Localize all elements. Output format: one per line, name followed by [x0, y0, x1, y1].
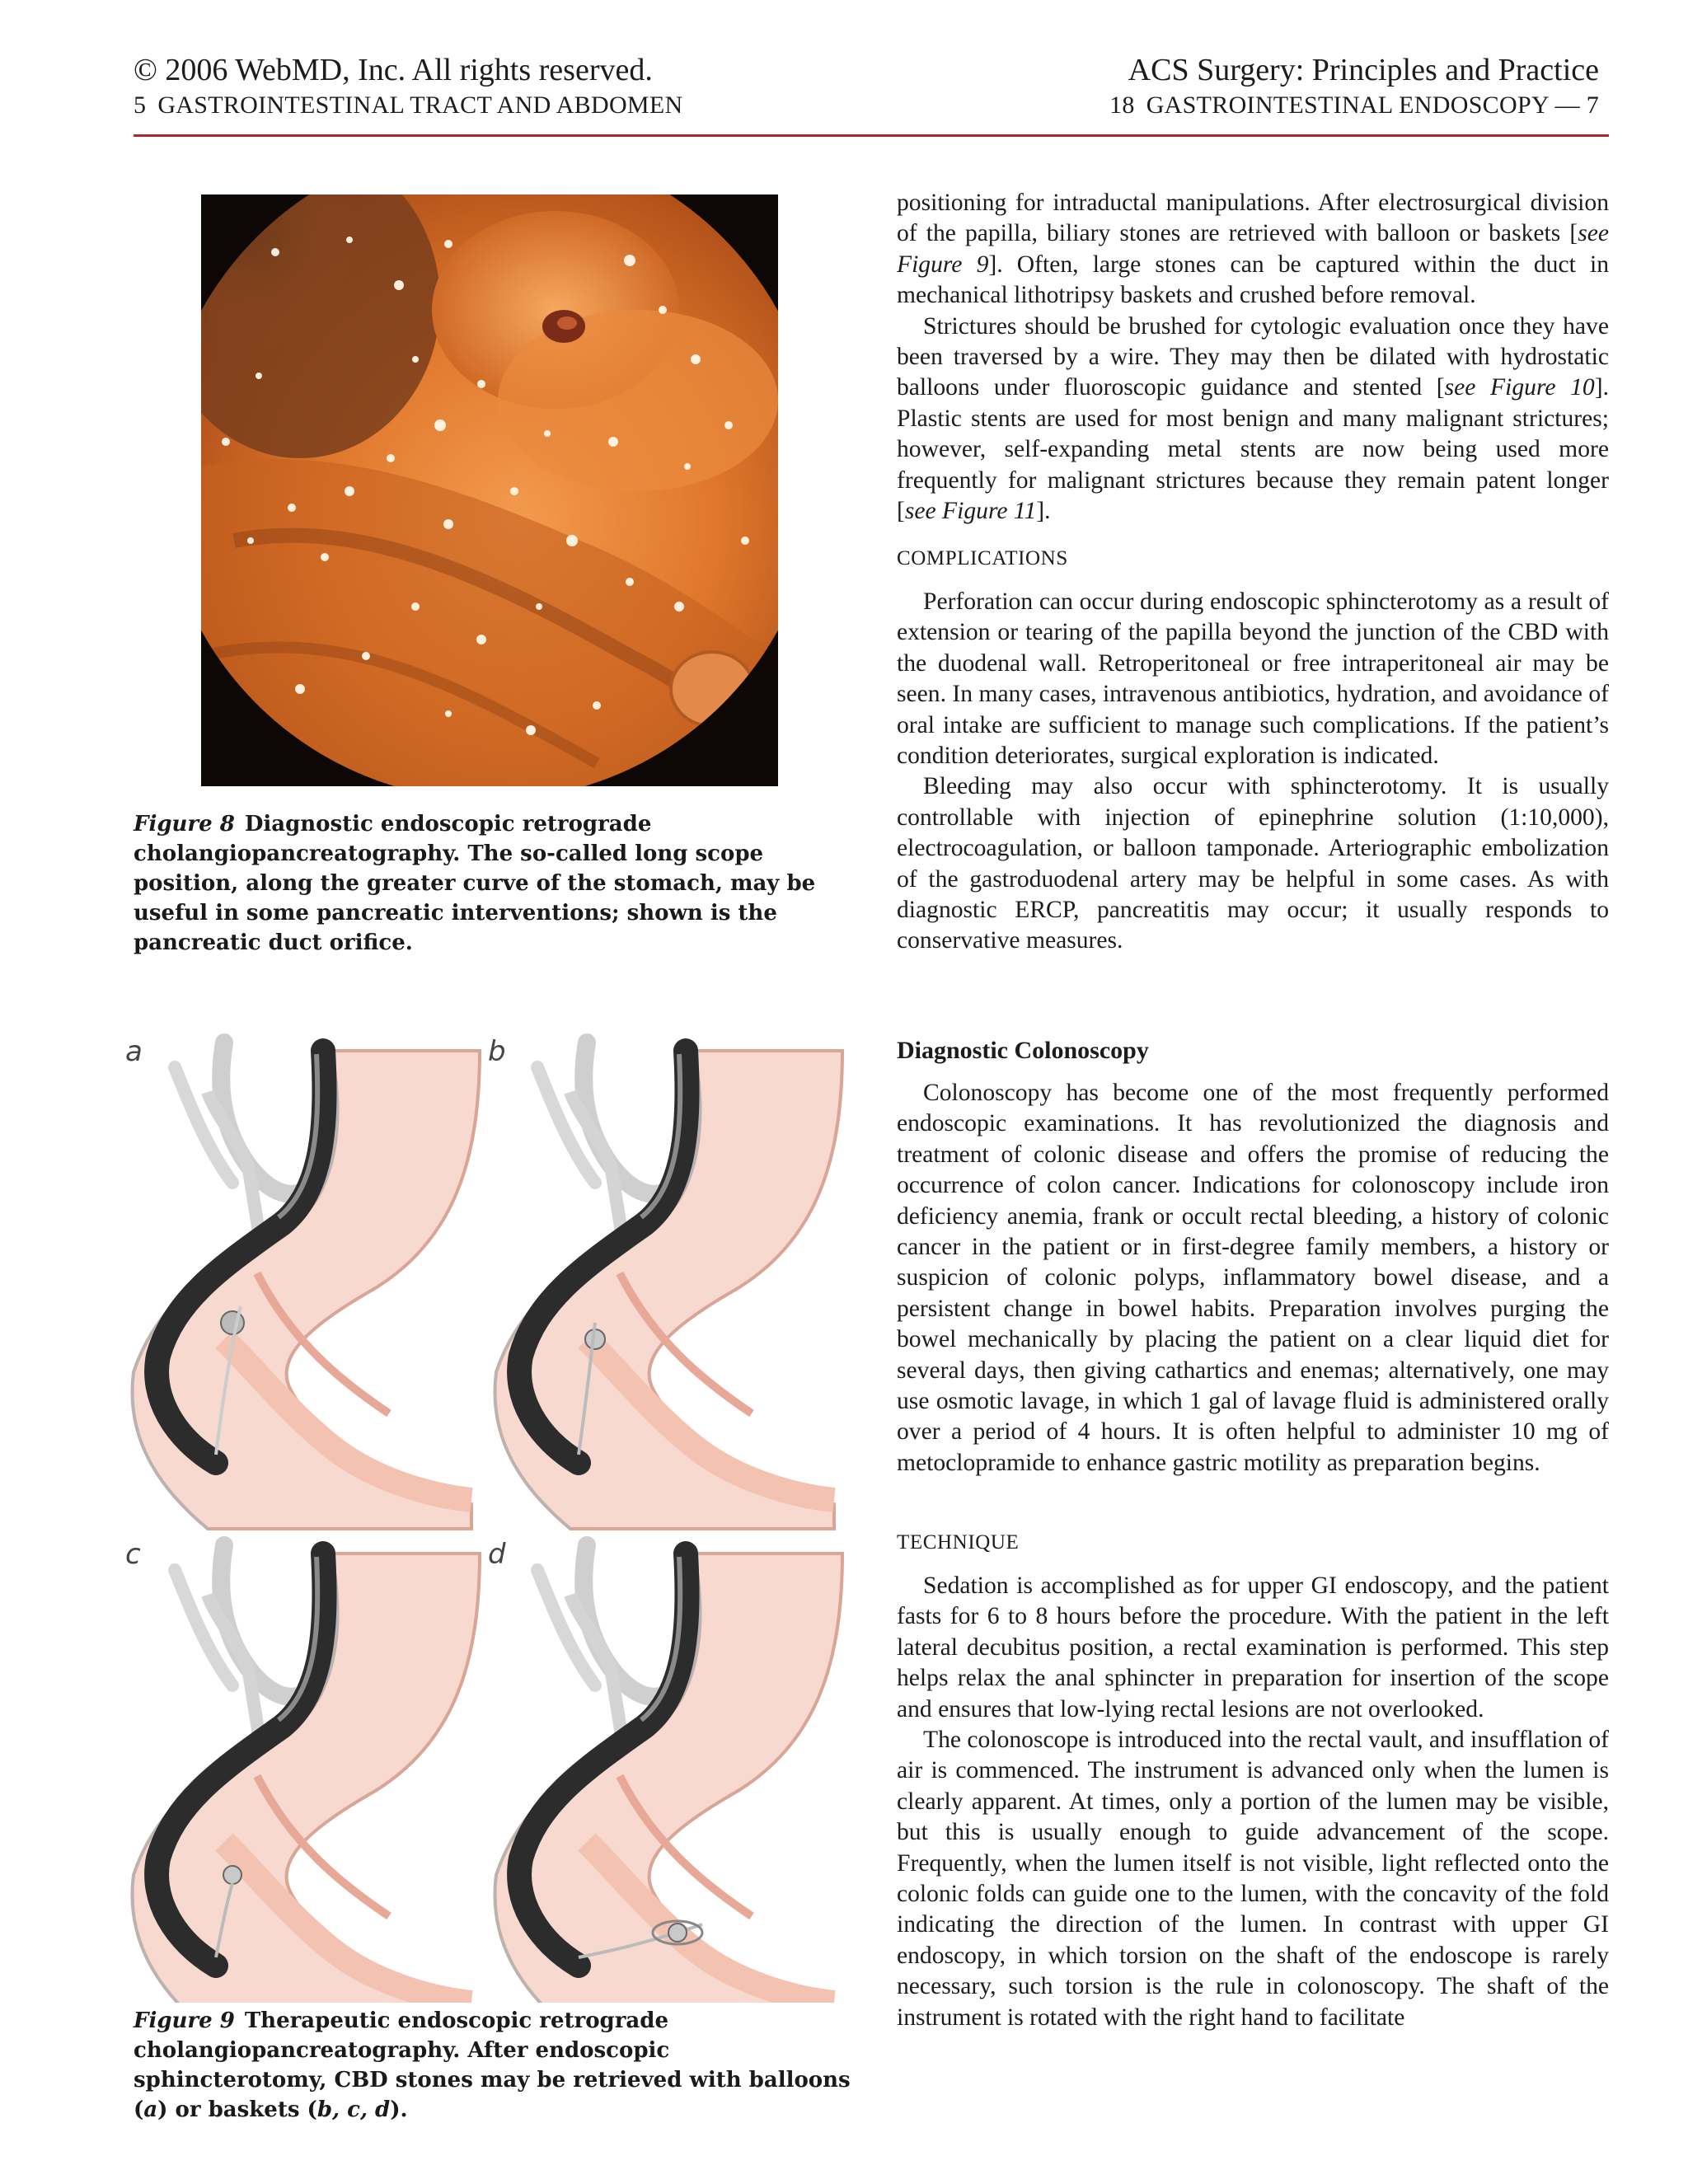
paragraph: Sedation is accomplished as for upper GI endoscopy, and the patient fasts for 6 to 8 hours before the procedure. With the patient in the left lateral decubitus position, a rectal examination is performed. This step helps relax the anal sphincter in preparation for insertion of the scope and ensures that low-lying rectal lesions are not overlooked. — [897, 1572, 1609, 1722]
journal-title: ACS Surgery: Principles and Practice — [1128, 53, 1599, 87]
colonoscopy-text — [897, 1078, 1609, 1479]
header-rule — [134, 134, 1609, 137]
chapter-number: 18 — [1109, 91, 1135, 119]
paragraph: positioning for intraductal manipulations. After electrosurgical division of the papilla, biliary stones are retrieved with balloon or baskets [see Figure 9]. Often, large stones can be captured within the duct in mechanical lithotripsy baskets and crushed before removal. — [897, 190, 1609, 309]
chapter-title: GASTROINTESTINAL ENDOSCOPY — 7 — [1146, 91, 1599, 119]
panel-label-c: c — [125, 1538, 141, 1571]
paragraph: Strictures should be brushed for cytologic evaluation once they have been traversed by a wire. They may then be dilated with hydrostatic balloons under fluoroscopic guidance and stented [see Figure 10]. Plastic stents are used for most benign and many malignant strictures; however, self-expanding metal stents are now being used more frequently for malignant strictures because they remain patent longer [see Figure 11]. — [897, 312, 1609, 525]
figure-9-caption: Figure 9 Therapeutic endoscopic retrograde cholangiopancreatography. After endoscopic sphincterotomy, CBD stones may be retrieved with balloons (a) or baskets (b, c, d). — [134, 2008, 851, 2122]
running-header-right — [1109, 51, 1599, 122]
running-header-left — [134, 51, 682, 122]
paragraph: The colonoscope is introduced into the rectal vault, and insufflation of air is commenced. The instrument is advanced only when the lumen is clearly apparent. At times, only a portion of the lumen may be visible, but this is usually enough to guide advancement of the scope. Frequently, when the lumen itself is not visible, light reflected onto the colonic folds can guide one to the lumen, with the concavity of the fold indicating the direction of the lumen. In contrast with upper GI endoscopy, in which torsion on the shaft of the endoscope is rarely necessary, such torsion is the rule in colonoscopy. The shaft of the instrument is rotated with the right hand to facilitate — [897, 1727, 1609, 2031]
complications-text — [897, 587, 1609, 957]
figure-8-caption-text: Diagnostic endoscopic retrograde cholangiopancreatography. The so-called long scope position, along the greater curve of the stomach, may be useful in some pancreatic interventions; shown is the pancreatic duct orifice. — [134, 812, 816, 955]
figure-8-caption — [134, 809, 859, 958]
figure-9-illustration — [125, 1026, 851, 2003]
panel-label-d: d — [488, 1538, 506, 1571]
paragraph: Perforation can occur during endoscopic sphincterotomy as a result of extension or tearing of the papilla beyond the junction of the CBD with the duodenal wall. Retroperitoneal or free intraperitoneal air may be seen. In many cases, intravenous antibiotics, hydration, and avoidance of oral intake are sufficient to manage such complications. If the patient’s condition deteriorates, surgical exploration is indicated. — [897, 588, 1609, 770]
technique-heading: TECHNIQUE — [897, 1531, 1020, 1554]
section-title: GASTROINTESTINAL TRACT AND ABDOMEN — [157, 91, 683, 119]
panel-label-b: b — [488, 1035, 506, 1068]
chapter-label — [1109, 89, 1599, 122]
body-text-top — [897, 188, 1609, 527]
paragraph: Bleeding may also occur with sphincterotomy. It is usually controllable with injection of epinephrine solution (1:10,000), electrocoagulation, or balloon tamponade. Arteriographic embolization of the gastroduodenal artery may be helpful in some cases. As with diagnostic ERCP, pancreatitis may occur; it usually responds to conservative measures. — [897, 773, 1609, 954]
figure-9-label: Figure 9 — [134, 2008, 235, 2033]
section-heading-diagnostic-colonoscopy: Diagnostic Colonoscopy — [897, 1037, 1149, 1064]
copyright-notice: © 2006 WebMD, Inc. All rights reserved. — [134, 53, 653, 87]
panel-label-a: a — [125, 1035, 143, 1068]
paragraph: Colonoscopy has become one of the most frequently performed endoscopic examinations. It has revolutionized the diagnosis and treatment of colonic disease and offers the promise of reducing the occurrence of colon cancer. Indications for colonoscopy include iron deficiency anemia, frank or occult rectal bleeding, a history of colonic cancer in the patient or in first-degree family members, a history or suspicion of colonic polyps, inflammatory bowel disease, and a persistent change in bowel habits. Preparation involves purging the bowel mechanically by placing the patient on a clear liquid diet for several days, then giving cathartics and enemas; alternatively, one may use osmotic lavage, in which 1 gal of lavage fluid is administered orally over a period of 4 hours. It is often helpful to administer 10 mg of metoclopramide to enhance gastric motility as preparation begins. — [897, 1080, 1609, 1476]
section-label — [134, 89, 682, 122]
section-number: 5 — [134, 91, 147, 119]
figure-8-endoscopy-photo — [201, 194, 778, 786]
figure-8-label: Figure 8 — [134, 812, 235, 837]
complications-heading: COMPLICATIONS — [897, 547, 1068, 569]
technique-text — [897, 1571, 1609, 2033]
